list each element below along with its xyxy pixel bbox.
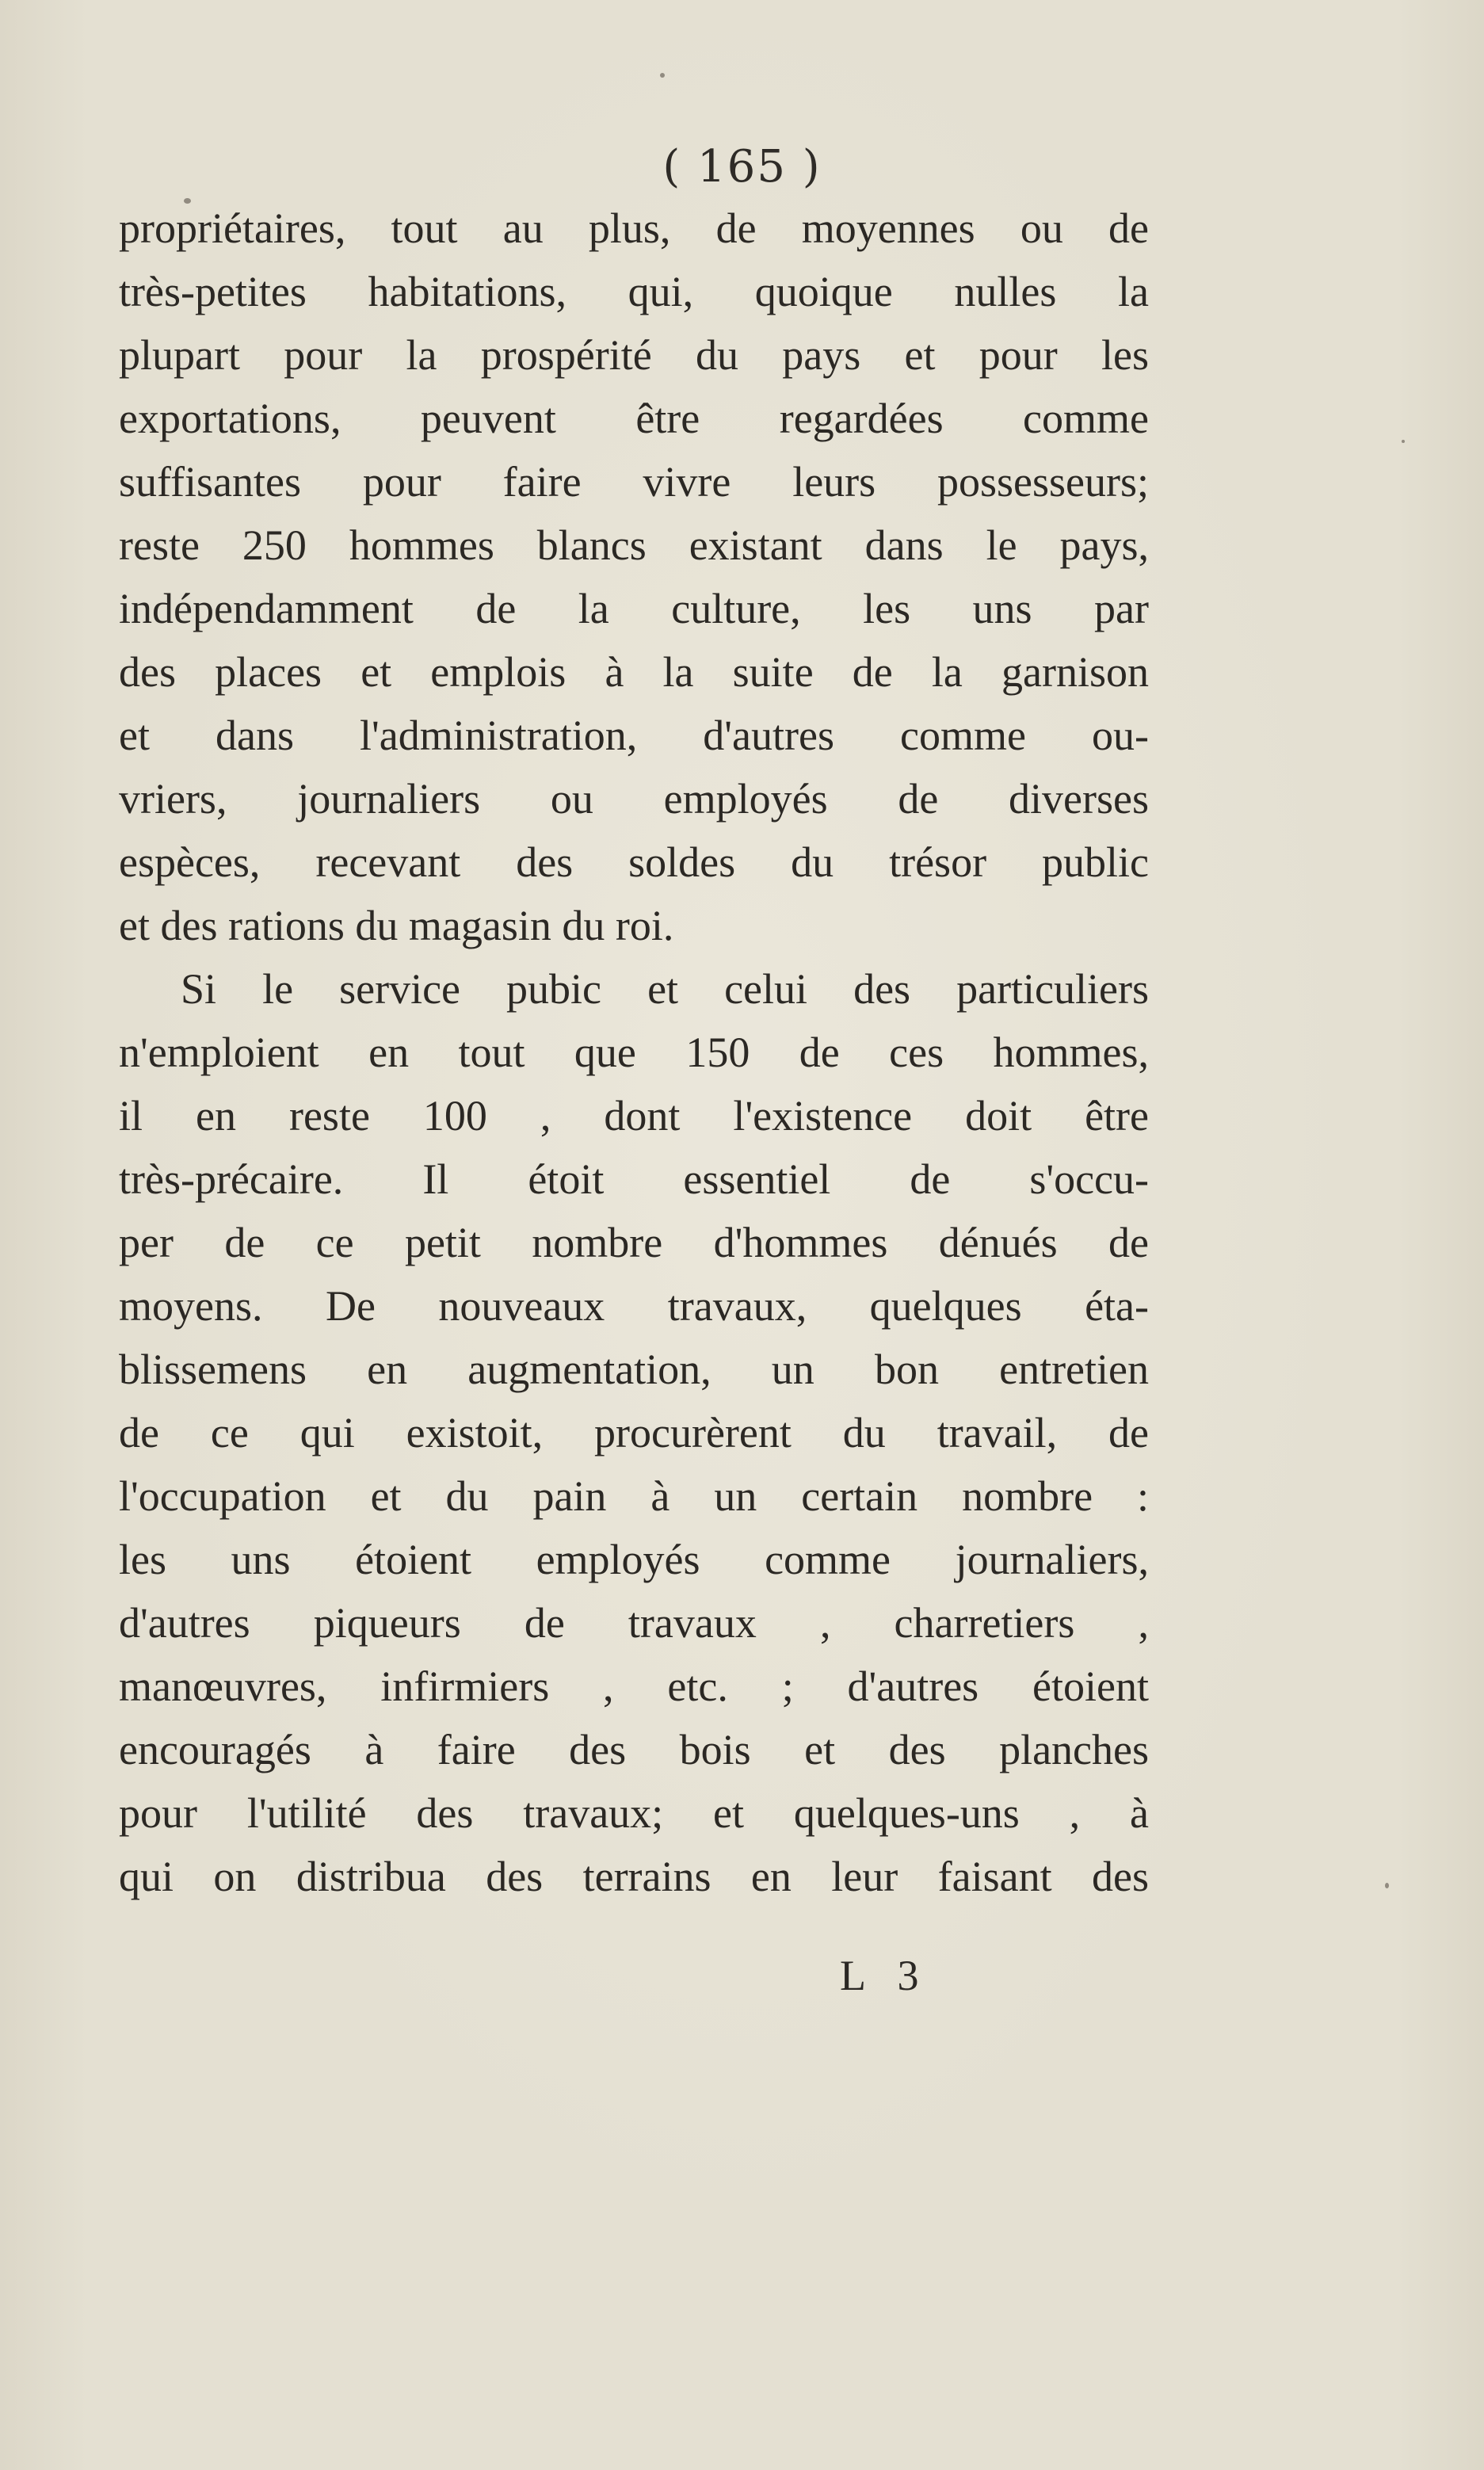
text-line: manœuvres, infirmiers , etc. ; d'autres étoient	[119, 1663, 1149, 1710]
text-line: très-précaire. Il étoit essentiel de s'occu-	[119, 1155, 1149, 1203]
text-line: qui on distribua des terrains en leur faisant des	[119, 1853, 1149, 1900]
page-speck	[1402, 440, 1405, 443]
text-line: très-petites habitations, qui, quoique nulles la	[119, 268, 1149, 315]
body-text	[119, 197, 1149, 1908]
text-line: reste 250 hommes blancs existant dans le pays,	[119, 521, 1149, 569]
text-line: des places et emplois à la suite de la garnison	[119, 648, 1149, 696]
text-line: suffisantes pour faire vivre leurs possesseurs;	[119, 458, 1149, 506]
text-line: encouragés à faire des bois et des planches	[119, 1726, 1149, 1773]
text-line: et des rations du magasin du roi.	[119, 902, 674, 949]
text-line: per de ce petit nombre d'hommes dénués de	[119, 1219, 1149, 1266]
text-line: d'autres piqueurs de travaux , charretiers ,	[119, 1599, 1149, 1647]
text-line: et dans l'administration, d'autres comme ou-	[119, 712, 1149, 759]
text-line: pour l'utilité des travaux; et quelques-uns , à	[119, 1789, 1149, 1837]
text-line: exportations, peuvent être regardées comme	[119, 395, 1149, 442]
text-line: espèces, recevant des soldes du trésor public	[119, 838, 1149, 886]
text-line: de ce qui existoit, procurèrent du travail, de	[119, 1409, 1149, 1456]
signature-mark: L 3	[840, 1952, 930, 1999]
page-number-header: ( 165 )	[662, 141, 822, 193]
text-line: blissemens en augmentation, un bon entretien	[119, 1346, 1149, 1393]
text-line: les uns étoient employés comme journaliers,	[119, 1536, 1149, 1583]
text-line: vriers, journaliers ou employés de diverses	[119, 775, 1149, 823]
text-line: moyens. De nouveaux travaux, quelques éta-	[119, 1282, 1149, 1330]
text-line: il en reste 100 , dont l'existence doit être	[119, 1092, 1149, 1140]
text-line: indépendamment de la culture, les uns par	[119, 585, 1149, 632]
text-line: plupart pour la prospérité du pays et pour les	[119, 331, 1149, 379]
page-speck	[660, 73, 665, 78]
text-line: propriétaires, tout au plus, de moyennes ou de	[119, 204, 1149, 252]
page-speck	[1385, 1883, 1389, 1888]
text-line: Si le service pubic et celui des particuliers	[181, 965, 1149, 1013]
text-line: n'emploient en tout que 150 de ces hommes,	[119, 1029, 1149, 1076]
text-line: l'occupation et du pain à un certain nombre :	[119, 1472, 1149, 1520]
